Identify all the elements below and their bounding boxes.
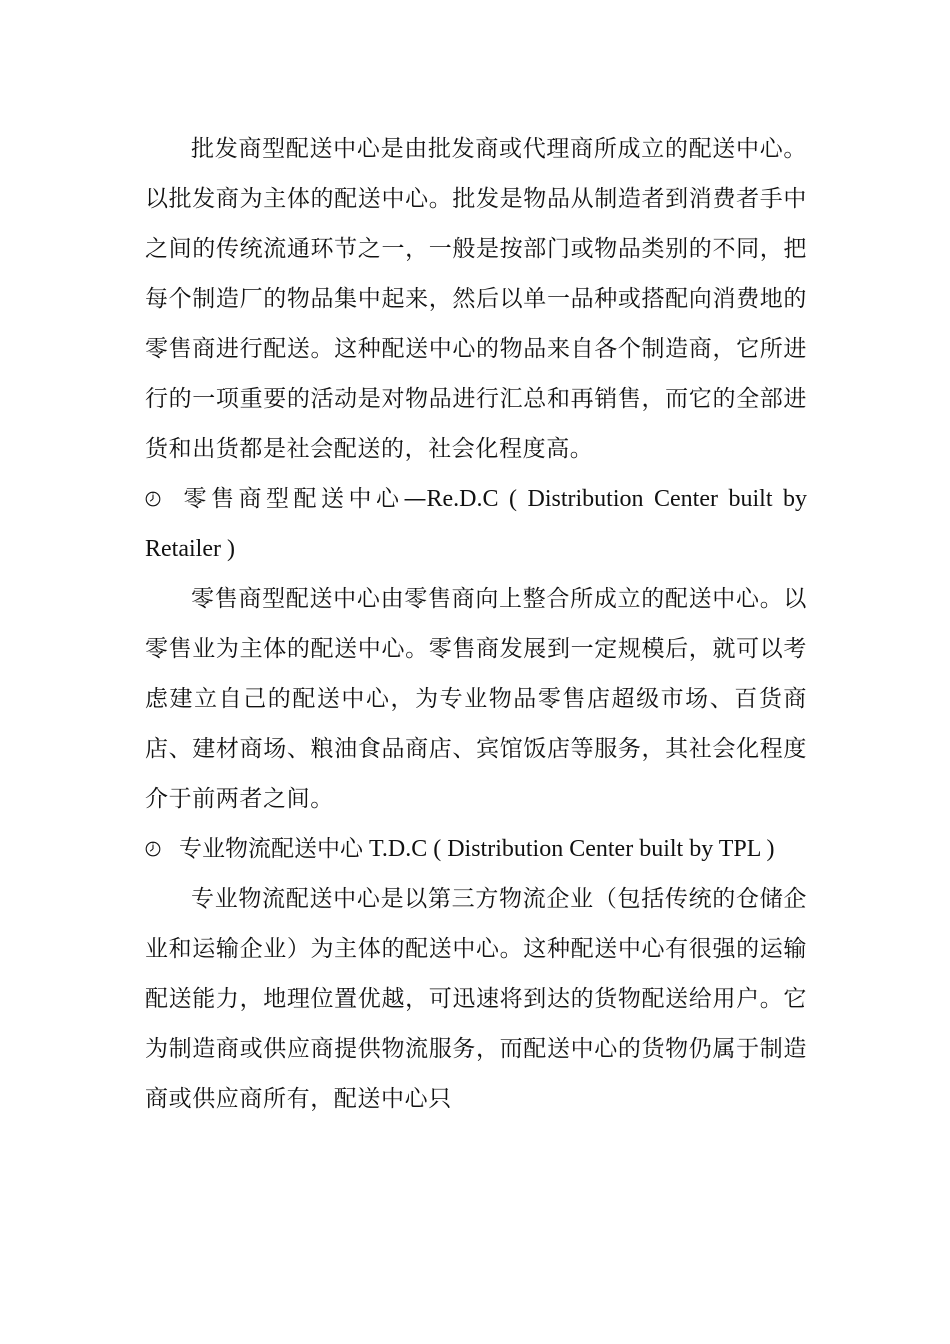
heading-retailer-dc-cjk: 零售商型配送中心— <box>179 486 427 512</box>
heading-tpl-dc <box>145 824 807 874</box>
paragraph-tpl-dc: 专业物流配送中心是以第三方物流企业（包括传统的仓储企业和运输企业）为主体的配送中心。这种配送中心有很强的运输配送能力，地理位置优越，可迅速将到达的货物配送给用户。它为制造商或供应商提供物流服务，而配送中心的货物仍属于制造商或供应商所有，配送中心只 <box>145 886 807 1112</box>
heading-tpl-dc-cjk: 专业物流配送中心 <box>179 836 363 862</box>
clock-bullet-icon <box>145 841 161 857</box>
heading-retailer-dc-latin: Re.D.C ( Distribution Center built by Retailer ) <box>145 486 807 562</box>
document-body <box>145 124 807 1124</box>
heading-tpl-dc-latin: T.D.C ( Distribution Center built by TPL ) <box>363 836 775 862</box>
paragraph-wholesaler-dc: 批发商型配送中心是由批发商或代理商所成立的配送中心。以批发商为主体的配送中心。批发是物品从制造者到消费者手中之间的传统流通环节之一，一般是按部门或物品类别的不同，把每个制造厂的物品集中起来，然后以单一品种或搭配向消费地的零售商进行配送。这种配送中心的物品来自各个制造商，它所进行的一项重要的活动是对物品进行汇总和再销售，而它的全部进货和出货都是社会配送的，社会化程度高。 <box>145 136 807 462</box>
heading-retailer-dc <box>145 474 807 574</box>
paragraph-retailer-dc: 零售商型配送中心由零售商向上整合所成立的配送中心。以零售业为主体的配送中心。零售商发展到一定规模后，就可以考虑建立自己的配送中心，为专业物品零售店超级市场、百货商店、建材商场、粮油食品商店、宾馆饭店等服务，其社会化程度介于前两者之间。 <box>145 586 807 812</box>
clock-bullet-icon <box>145 491 161 507</box>
